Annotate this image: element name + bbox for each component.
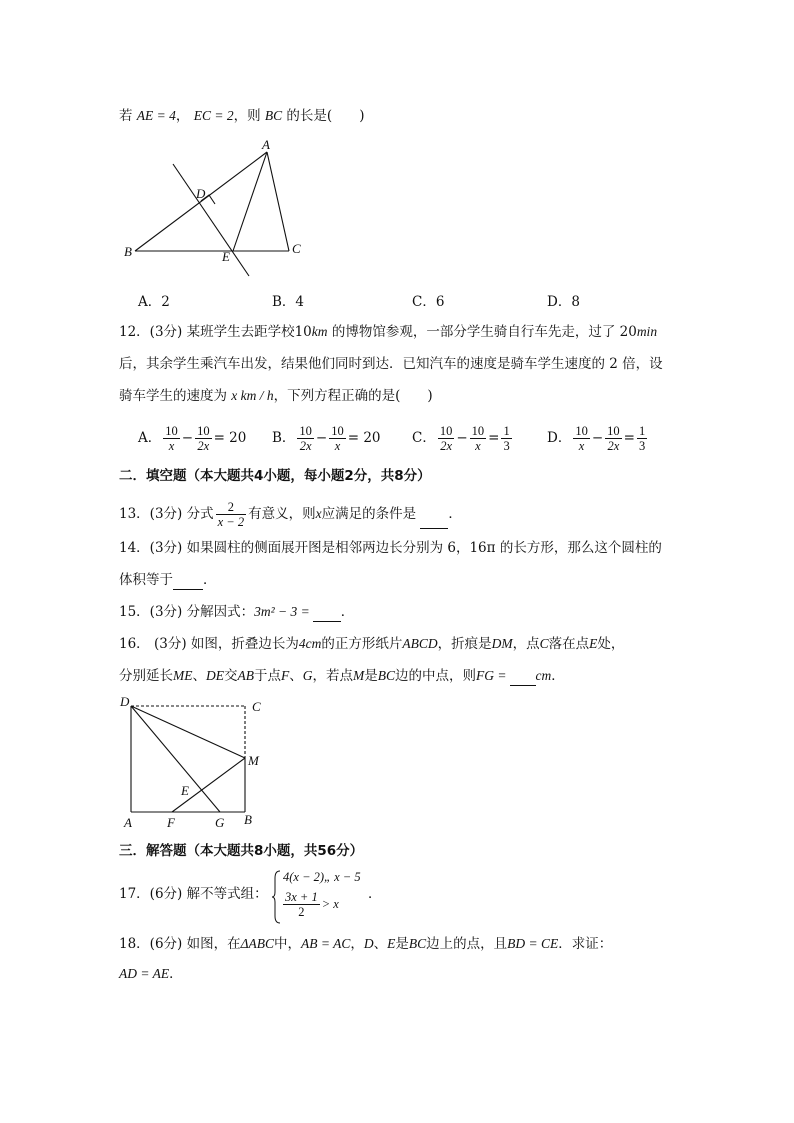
q12-option-a[interactable] <box>138 424 246 453</box>
q12-a-op: − <box>181 430 194 446</box>
q17-ineq1 <box>283 869 361 885</box>
q16-l1i: 落在点 <box>548 636 590 652</box>
label-a: A <box>124 815 132 830</box>
label-c: C <box>292 241 301 256</box>
q11-option-b[interactable]: B．4 <box>272 294 305 310</box>
q16-l1d: ABCD <box>402 636 438 651</box>
perpendicular-line <box>173 164 249 276</box>
q12-c-op: − <box>456 430 468 446</box>
q16-l1g: ，点 <box>512 636 540 652</box>
q17-frac <box>283 890 320 919</box>
q12-c-rhs-n: 1 <box>503 424 510 438</box>
q12-a-n2: 10 <box>197 424 210 438</box>
q12-d-rhs-n: 1 <box>638 424 646 438</box>
q12-d-n1: 10 <box>575 424 588 438</box>
q12-b-rhs: = 20 <box>347 430 381 446</box>
line-ae <box>233 152 267 251</box>
q11-option-a[interactable]: A．2 <box>138 294 170 310</box>
q11-stem <box>119 106 364 126</box>
q12-d-d1: x <box>578 439 585 453</box>
q16-l2j: G <box>302 668 313 683</box>
q18-line2 <box>119 964 183 984</box>
q13-c: x <box>315 506 322 521</box>
q12-a-rhs: = 20 <box>213 430 247 446</box>
q12-d-label: D． <box>547 430 572 446</box>
q13-num: 2 <box>216 500 246 515</box>
q12-l1c: km <box>311 324 328 339</box>
q12-line1 <box>119 322 657 342</box>
line-ba <box>135 152 267 251</box>
q18-l1i: 是 <box>395 936 409 952</box>
q14-end: ． <box>203 572 217 588</box>
q12-option-c[interactable]: C． $\frac{10}{2x}$ − $\frac{10}{x}$ = $\frac{1}{3}$ <box>412 424 510 453</box>
line-ac <box>267 152 289 251</box>
q12-d-rhs-d: 3 <box>638 439 646 453</box>
q15-c: ． <box>340 604 355 620</box>
label-d: D <box>196 186 206 201</box>
q15-a: 15．(3分) 分解因式： <box>119 604 255 620</box>
q16-l1k: 处， <box>597 636 625 652</box>
q12-l1e: 20 <box>619 324 637 340</box>
q12-a-frac1 <box>163 424 180 453</box>
q12-c-n2: 10 <box>471 424 485 438</box>
q16-l1f: DM <box>491 636 513 651</box>
q11-triangle-figure <box>115 138 315 283</box>
q12-option-d[interactable]: D． $\frac{10}{x}$ − $\frac{10}{2x}$ = $\frac{1}{3}$ <box>547 424 646 453</box>
q12-c-d1: 2x <box>440 439 452 453</box>
q18-l1j: BC <box>408 936 427 951</box>
q16-l2e: 交 <box>224 668 238 684</box>
q12-a-d1: x <box>168 439 175 453</box>
label-e: E <box>181 783 189 798</box>
q13 <box>119 500 462 529</box>
q16-l2p: FG = <box>476 668 507 683</box>
q13-e: ． <box>448 506 462 522</box>
q18-l1b: ΔABC <box>240 936 275 951</box>
q15-b: 3m² − 3 = <box>254 604 310 619</box>
q16-l1j: E <box>589 636 598 651</box>
q17-brace <box>272 870 282 924</box>
q16-l1e: ，折痕是 <box>437 636 492 652</box>
q17-end: ． <box>368 886 382 902</box>
q14-answer-blank[interactable] <box>173 575 203 590</box>
q12-l3c: ，下列方程正确的是( ) <box>273 388 433 404</box>
q16-l1c: 的正方形纸片 <box>321 636 403 652</box>
q12-d-op: − <box>591 430 604 446</box>
q12-c-frac1 <box>438 424 455 453</box>
q15-answer-blank[interactable] <box>313 607 341 622</box>
q16-l2b: ME <box>173 668 193 683</box>
q18-l2b: ． <box>169 966 183 982</box>
q12-b-d1: 2x <box>299 439 312 453</box>
q11-option-c[interactable]: C．6 <box>412 294 445 310</box>
q12-d-frac2 <box>605 424 622 453</box>
q12-b-label: B． <box>272 430 296 446</box>
q13-a: 13．(3分) 分式 <box>119 506 214 522</box>
q18-line1 <box>119 934 612 954</box>
q12-l1d: 的博物馆参观，一部分学生骑自行车先走，过了 <box>327 324 620 340</box>
q12-a-d2: 2x <box>197 439 210 453</box>
q16-l2k: ，若点 <box>312 668 353 684</box>
q17-ineq1-text: 4(x − 2)„ x − 5 <box>283 870 361 884</box>
label-g: G <box>215 815 225 830</box>
q13-d: 应满足的条件是 <box>321 506 421 522</box>
q16-l1a: 16． (3分) 如图，折叠边长为 <box>119 636 299 652</box>
q12-b-op: − <box>315 430 328 446</box>
q16-l2l: M <box>353 668 365 683</box>
q11-target: BC <box>264 108 283 123</box>
crease-dm <box>131 706 245 758</box>
q11-cond1: AE = 4 <box>136 108 176 123</box>
q12-l1a: 12．(3分) 某班学生去距学校 <box>119 324 295 340</box>
q16-l2i: 、 <box>289 668 303 684</box>
q11-cond2: EC = 2 <box>193 108 234 123</box>
label-d: D <box>120 694 130 709</box>
q11-option-d[interactable]: D．8 <box>547 294 580 310</box>
q18-l1h: E <box>387 936 396 951</box>
q12-a-frac2 <box>195 424 212 453</box>
q11-mid: ，则 <box>233 108 265 124</box>
label-b: B <box>244 812 252 827</box>
q12-option-b[interactable] <box>272 424 381 453</box>
q17-den: 2 <box>298 905 305 919</box>
q18-l1k: 边上的点，且 <box>426 936 508 952</box>
q12-b-n2: 10 <box>331 424 344 438</box>
q17-ineq2 <box>283 890 339 919</box>
q12-c-label: C． <box>412 430 436 446</box>
q16-line2 <box>119 666 565 686</box>
q16-l2d: DE <box>206 668 224 683</box>
q17-num: 3x + 1 <box>285 890 318 904</box>
q18-l2a: AD = AE <box>119 966 170 981</box>
q12-l3b: x km / h <box>231 388 274 403</box>
q12-d-n2: 10 <box>607 424 620 438</box>
q14-line1: 14．(3分) 如果圆柱的侧面展开图是相邻两边长分别为 6，16π 的长方形，那么这个圆柱的 <box>119 540 662 556</box>
q16-l2a: 分别延长 <box>119 668 173 684</box>
q12-b-frac2 <box>329 424 346 453</box>
q12-l3a: 骑车学生的速度为 <box>119 388 232 404</box>
q12-b-n1: 10 <box>299 424 312 438</box>
q16-line1 <box>119 634 624 654</box>
q12-line2: 后，其余学生乘汽车出发，结果他们同时到达．已知汽车的速度是骑车学生速度的 2 倍，设 <box>119 356 663 372</box>
line-dg <box>131 706 220 812</box>
q12-c-rhs-d: 3 <box>503 439 510 453</box>
q18-l1e: ， <box>350 936 364 952</box>
label-b: B <box>124 244 132 259</box>
q12-b-d2: x <box>334 439 341 453</box>
q15 <box>119 602 354 622</box>
q12-line3 <box>119 386 433 406</box>
q16-l2m: 是 <box>364 668 378 684</box>
q11-sep: ， <box>175 108 190 124</box>
q12-c-d2: x <box>475 439 481 453</box>
q16-l1h: C <box>539 636 549 651</box>
q18-l1c: 中， <box>274 936 302 952</box>
q12-l1f: min <box>636 324 658 339</box>
q18-l1g: 、 <box>373 936 388 952</box>
q12-c-n1: 10 <box>439 424 453 438</box>
q16-l2f: AB <box>237 668 254 683</box>
label-c: C <box>252 699 261 714</box>
q12-d-rhs-frac <box>637 424 647 453</box>
label-a: A <box>262 138 270 152</box>
q11-prefix: 若 <box>119 108 137 124</box>
q16-l2h: F <box>281 668 290 683</box>
q16-l2n: BC <box>377 668 396 683</box>
q16-l2o: 边的中点，则 <box>395 668 477 684</box>
q13-answer-blank[interactable] <box>420 514 448 529</box>
q13-frac <box>216 500 246 529</box>
q16-l2c: 、 <box>192 668 206 684</box>
q13-den: x − 2 <box>217 515 245 529</box>
q16-l1b: 4cm <box>298 636 322 651</box>
q12-b-frac1 <box>297 424 314 453</box>
q12-c-rhs-frac <box>501 424 511 453</box>
q16-answer-blank[interactable] <box>510 671 536 686</box>
q18-l1d: AB = AC <box>301 936 351 951</box>
q16-l2r: ． <box>551 668 565 684</box>
q16-l2q: cm <box>535 668 552 683</box>
q12-d-frac1 <box>573 424 590 453</box>
q16-square-figure <box>115 694 275 834</box>
q18-l1m: ．求证： <box>558 936 613 952</box>
q11-suffix: 的长是( ) <box>282 108 365 124</box>
q12-l1b: 10 <box>294 324 312 340</box>
q18-l1a: 18．(6分) 如图，在 <box>119 936 241 952</box>
label-m: M <box>248 753 259 768</box>
q17-gt: > x <box>321 897 339 911</box>
q14-l2: 体积等于 <box>119 572 173 588</box>
section-2-heading: 二．填空题（本大题共4小题，每小题2分，共8分） <box>119 468 431 484</box>
q14-line2 <box>119 570 217 590</box>
label-f: F <box>167 815 175 830</box>
section-3-heading: 三．解答题（本大题共8小题，共56分） <box>119 843 364 859</box>
q17-label: 17．(6分) 解不等式组： <box>119 886 268 902</box>
q12-d-d2: 2x <box>607 439 620 453</box>
q12-a-label: A． <box>138 430 162 446</box>
q12-a-n1: 10 <box>165 424 178 438</box>
brace-path <box>272 871 280 923</box>
q13-b: 有意义，则 <box>248 506 316 522</box>
q18-l1l: BD = CE <box>507 936 559 951</box>
q18-l1f: D <box>363 936 374 951</box>
q16-l2g: 于点 <box>254 668 281 684</box>
q12-c-frac2 <box>470 424 487 453</box>
label-e: E <box>222 249 230 264</box>
